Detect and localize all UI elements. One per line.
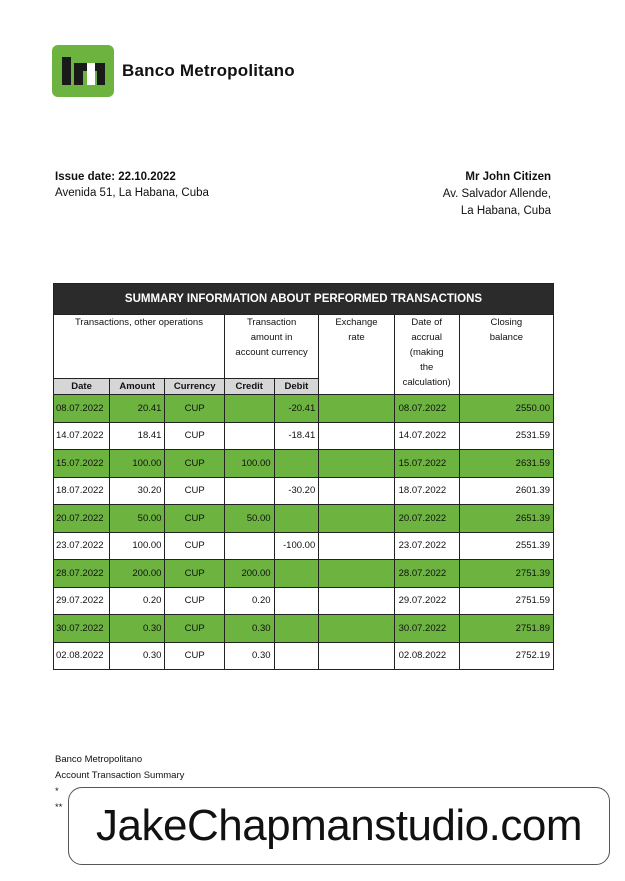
table-row: 28.07.2022 200.00 CUP 200.00 28.07.2022 2751.39 — [54, 560, 554, 588]
table-row: 15.07.2022 100.00 CUP 100.00 15.07.2022 2631.59 — [54, 450, 554, 478]
bank-logo — [52, 45, 295, 97]
recipient-address-line1: Av. Salvador Allende, — [442, 188, 551, 200]
bank-logo-icon — [52, 45, 114, 97]
table-row: 30.07.2022 0.30 CUP 0.30 30.07.2022 2751.89 — [54, 615, 554, 643]
footer-note-2: ** — [55, 802, 63, 813]
header-transaction-amount: Transaction amount in account currency — [224, 315, 318, 379]
col-amount: Amount — [110, 379, 165, 395]
footer-note-1: * — [55, 786, 59, 797]
issuer-address: Avenida 51, La Habana, Cuba — [55, 187, 209, 199]
bank-name: Banco Metropolitano — [122, 61, 295, 80]
recipient-address-line2: La Habana, Cuba — [460, 205, 551, 217]
table-row: 08.07.2022 20.41 CUP -20.41 08.07.2022 2550.00 — [54, 395, 554, 423]
table-row: 18.07.2022 30.20 CUP -30.20 18.07.2022 2601.39 — [54, 477, 554, 505]
col-currency: Currency — [165, 379, 225, 395]
table-row: 20.07.2022 50.00 CUP 50.00 20.07.2022 2651.39 — [54, 505, 554, 533]
col-credit: Credit — [224, 379, 274, 395]
table-row: 29.07.2022 0.20 CUP 0.20 29.07.2022 2751.59 — [54, 587, 554, 615]
issue-block — [55, 169, 209, 201]
footer-bank-name: Banco Metropolitano — [55, 754, 143, 765]
group-header-transactions: Transactions, other operations — [54, 315, 225, 379]
header-closing-balance: Closing balance — [459, 315, 553, 395]
table-row: 14.07.2022 18.41 CUP -18.41 14.07.2022 2531.59 — [54, 422, 554, 450]
col-debit: Debit — [274, 379, 319, 395]
footer-doc-title: Account Transaction Summary — [55, 770, 185, 781]
table-row: 02.08.2022 0.30 CUP 0.30 02.08.2022 2752.19 — [54, 642, 554, 670]
recipient-name: Mr John Citizen — [465, 171, 551, 183]
issue-date: Issue date: 22.10.2022 — [55, 171, 176, 183]
header-exchange-rate: Exchange rate — [319, 315, 394, 395]
col-date: Date — [54, 379, 110, 395]
watermark-banner: JakeChapmanstudio.com — [68, 787, 610, 865]
table-title: SUMMARY INFORMATION ABOUT PERFORMED TRANSACTIONS — [54, 284, 554, 315]
transactions-table — [53, 283, 554, 670]
table-row: 23.07.2022 100.00 CUP -100.00 23.07.2022 2551.39 — [54, 532, 554, 560]
header-accrual-date: Date of accrual (making the calculation) — [394, 315, 459, 395]
recipient-block — [443, 169, 551, 220]
